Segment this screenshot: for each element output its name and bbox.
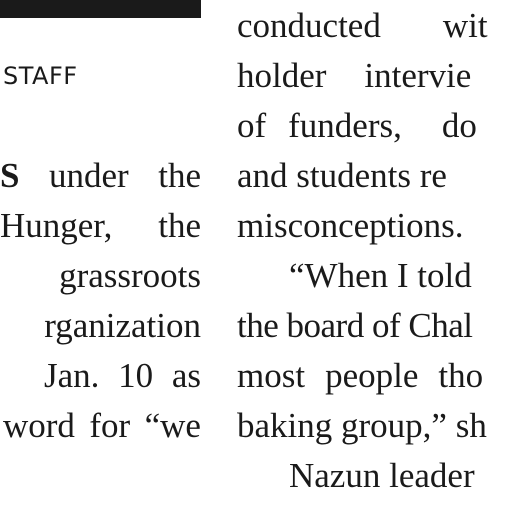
word: grassroots <box>59 256 201 295</box>
word: the board of Chal <box>237 306 473 345</box>
paragraph-line <box>44 351 201 401</box>
paragraph-line <box>237 351 483 401</box>
word: the <box>158 156 201 195</box>
word: word <box>3 406 75 445</box>
word: leader <box>389 456 475 495</box>
word: of <box>237 106 267 145</box>
article-column-left <box>0 0 201 512</box>
word: do <box>441 106 477 145</box>
word: Jan. <box>44 356 100 395</box>
article-column-right <box>237 0 512 512</box>
word: misconceptions. <box>237 206 464 245</box>
word: the <box>158 206 201 245</box>
paragraph-line <box>0 201 201 251</box>
word: and <box>237 156 288 195</box>
paragraph-line <box>0 251 201 301</box>
word: tho <box>438 356 484 395</box>
word: Nazun <box>289 456 381 495</box>
paragraph-line <box>237 401 487 451</box>
word: Hunger, <box>0 206 113 245</box>
paragraph-line <box>289 251 472 301</box>
word: 10 <box>118 356 154 395</box>
paragraph-line <box>0 301 201 351</box>
word: sh <box>455 406 487 445</box>
word: rganization <box>44 306 201 345</box>
word: intervie <box>364 56 472 95</box>
word: re <box>419 156 447 195</box>
word: conducted <box>237 6 381 45</box>
paragraph-line <box>289 451 475 501</box>
paragraph-line <box>237 151 447 201</box>
word: under <box>49 156 129 195</box>
paragraph-line <box>0 151 201 201</box>
word: as <box>171 356 201 395</box>
paragraph-line <box>3 401 201 451</box>
paragraph-line <box>237 51 471 101</box>
byline: STAFF <box>3 62 78 90</box>
drop-letter: S <box>0 156 20 195</box>
word: baking <box>237 406 333 445</box>
paragraph-line <box>237 201 464 251</box>
word: I <box>396 256 409 295</box>
word: “When <box>289 256 389 295</box>
word: people <box>325 356 419 395</box>
word: students <box>296 156 412 195</box>
word: most <box>237 356 306 395</box>
word: group,” <box>341 406 447 445</box>
word: holder <box>237 56 327 95</box>
word: told <box>417 256 472 295</box>
paragraph-line <box>237 1 488 51</box>
word: funders, <box>288 106 402 145</box>
paragraph-line <box>237 301 472 351</box>
paragraph-line <box>237 101 477 151</box>
word: for <box>89 406 131 445</box>
word: wit <box>442 6 488 45</box>
word: “we <box>144 406 201 445</box>
